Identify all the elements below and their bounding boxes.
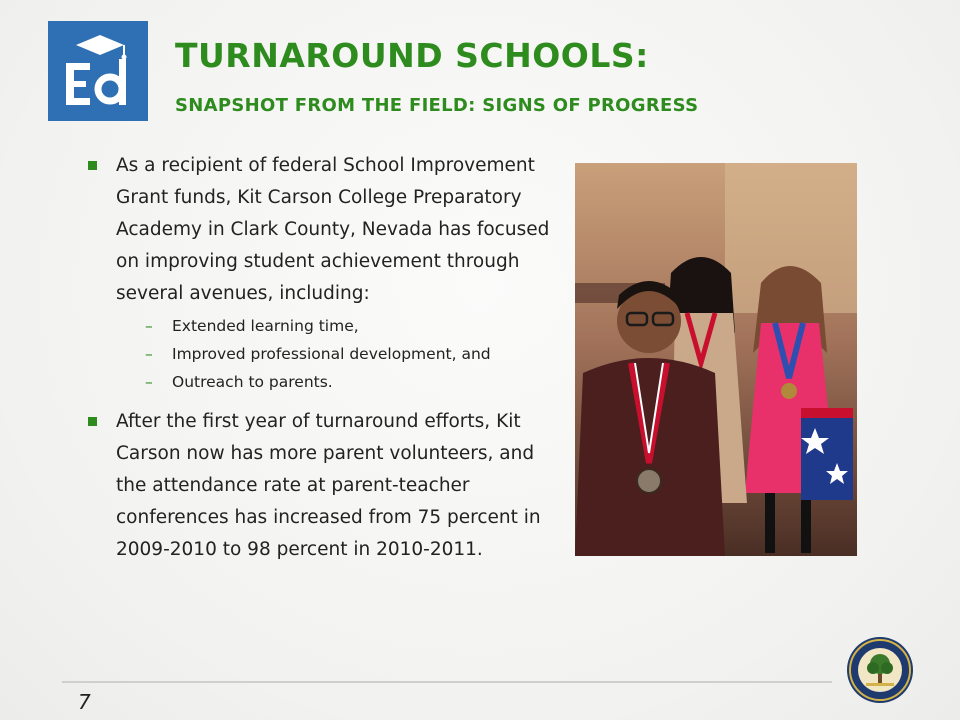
sub-bullet-item: [116, 340, 568, 368]
department-seal-icon: [846, 636, 914, 704]
bullet-item: [88, 150, 568, 396]
sub-bullet-text: Outreach to parents.: [172, 373, 333, 391]
square-bullet-icon: [88, 161, 97, 170]
bullet-item: [88, 406, 568, 566]
page-title: TURNAROUND SCHOOLS:: [175, 36, 649, 75]
page-subtitle: SNAPSHOT FROM THE FIELD: SIGNS OF PROGRESS: [175, 95, 699, 116]
square-bullet-icon: [88, 417, 97, 426]
bullet-text: After the first year of turnaround efforts, Kit Carson now has more parent volunteers, and the attendance rate at parent-teacher conferences has increased from 75 percent in 2009-2010 to 98 percent in 2010-2011.: [116, 411, 541, 560]
sub-bullet-text: Improved professional development, and: [172, 345, 491, 363]
dash-icon: –: [145, 317, 153, 335]
sub-bullet-list: [116, 312, 568, 396]
dash-icon: –: [145, 345, 153, 363]
sub-bullet-item: [116, 368, 568, 396]
ed-logo-icon: [48, 21, 148, 121]
page-number: 7: [78, 690, 91, 714]
students-photo: [575, 163, 857, 556]
bullet-list: [88, 150, 568, 566]
bullet-text: As a recipient of federal School Improvement Grant funds, Kit Carson College Preparatory Academy in Clark County, Nevada has focused on improving student achievement through several avenues, including:: [116, 155, 550, 304]
sub-bullet-text: Extended learning time,: [172, 317, 359, 335]
sub-bullet-item: [116, 312, 568, 340]
dash-icon: –: [145, 373, 153, 391]
footer-divider: [62, 681, 832, 683]
